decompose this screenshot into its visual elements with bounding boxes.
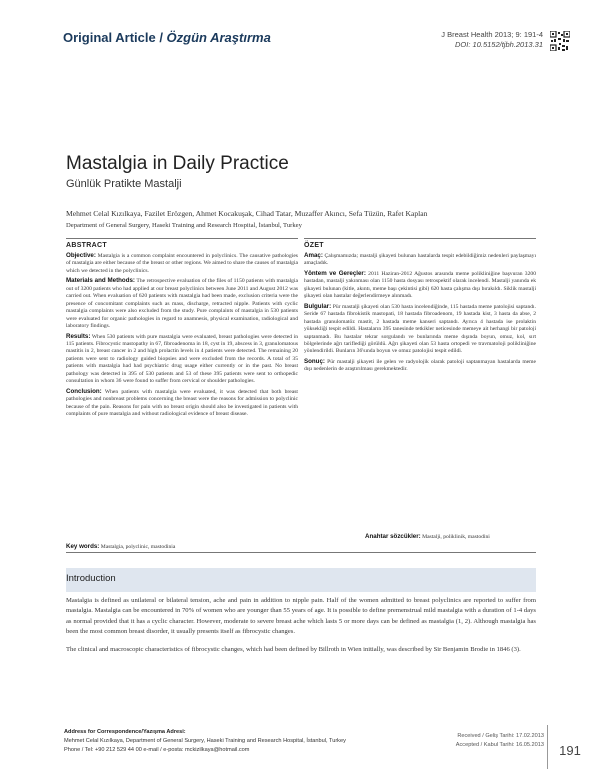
keywords-en: Key words: Mastalgia, polyclinic, mastodinia (66, 543, 176, 550)
ozet-yontem: Yöntem ve Gereçler: 2011 Haziran-2012 Ağustos arasında meme polikliniğine başvuran 3200 hastadan, mastalji yakınması olan 1150 hasta dosyası retrospektif olarak incelendi. Mastalji yanında ek şikayeti bulunan (kitle, akıntı, meme başı çekintisi gibi) 620 hasta çalışma dışı bırakıldı. Siklik mastalji şikayeti olan hastalar değerlendirmeye alınmadı. (304, 269, 536, 300)
authors: Mehmet Celal Kızılkaya, Fazilet Erözgen, Ahmet Kocakuşak, Cihad Tatar, Muzaffer Akıncı, Sefa Tüzün, Rafet Kaplan (66, 209, 428, 218)
qr-code-icon (550, 31, 570, 51)
abstract-heading: ABSTRACT (66, 238, 298, 252)
journal-info (441, 30, 543, 50)
abstract-results: Results: When 530 patients with pure mastalgia were evaluated, breast pathologies were detected in 115 patients. Fibrocystic mastopathy in 67, fibroadenoma in 18, cyst in 19, abscess in 3, granulomatous mastitis in 2, breast cancer in 2 and high prolactin levels in 4 patients were detected. The remaining 20 patients were sent to radiology guided biopsies and were excluded from the records. A total of 35 patients with mastalgia had had psychiatric drug usage either currently or in the past. No breast pathology was detected in 395 of 530 patients and 53 of these 395 patients were sent to orthopedic consultation in whom 36 were found to suffer from cervical or shoulder pathologies. (66, 332, 298, 385)
doi: DOI: 10.5152/tjbh.2013.31 (455, 40, 543, 49)
ozet-column (304, 238, 536, 376)
correspondence-title: Address for Correspondence/Yazışma Adresi: (64, 729, 186, 735)
article-title: Mastalgia in Daily Practice (66, 153, 289, 174)
affiliation: Department of General Surgery, Haseki Training and Research Hospital, İstanbul, Turkey (66, 222, 302, 229)
abstract-conclusion: Conclusion: When patients with mastalgia were evaluated, it was detected that both breast pathologies and nonbreast problems concerning the breast were the reasons for admission to polyclinic because of the pain. Reasons for pain with no breast origin should also be investigated in patients with complaints of pure mastalgia and without radiological evidence of breast disease. (66, 387, 298, 418)
introduction-body (66, 596, 536, 662)
accepted-date: Accepted / Kabul Tarihi: 16.05.2013 (455, 742, 544, 749)
page-footer (64, 728, 544, 772)
keywords-tr: Anahtar sözcükler: Mastalji, poliklinik, mastodini (365, 533, 490, 540)
ozet-bulgular: Bulgular: Pür mastalji şikayeti olan 530 hasta incelendiğinde, 115 hastada meme patolojisi saptandı. Seride 67 hastada fibrokistik mastopati, 18 hastada fibroadenom, 19 hastada kist, 3 hasta da abse, 2 hastada granulomatöz mastit, 2 hastada meme kanseri saptandı. Ayrıca 4 hastada ise prolaktin yüksekliği tespit edildi. Hastaların 395 tanesinde tetkikler neticesinde memeye ait herhangi bir patoloji saptanmadı. Bu hastalar tekrar sorgulandı ve bunlarında meme dışında boyun, omuz, kol, sırt bölgelerinde ağrı tariflediği görüldü. Ağrı şikayeti olan 53 hasta ortopedi ve travmatoloji polikliniğine yönlendirildi. Bunların 36'sında boyun ve omuz patolojisi tespit edildi. (304, 302, 536, 355)
correspondence-contact: Phone / Tel: +90 212 529 44 00 e-mail / e-posta: mckizilkaya@hotmail.com (64, 747, 250, 754)
page-header (63, 30, 543, 58)
correspondence (64, 728, 394, 756)
received-date: Received / Geliş Tarihi: 17.02.2013 (457, 733, 544, 739)
journal-citation: J Breast Health 2013; 9: 191-4 (441, 30, 543, 39)
introduction-bar (66, 568, 536, 592)
abstract-objective: Objective: Mastalgia is a common complaint encountered in polyclinics. The causative pathologies of mastalgia are either because of the breast or other regions. We aimed to share the causes of mastalgia which we detected in the polyclinics. (66, 252, 298, 274)
article-type-tr: Özgün Araştırma (166, 30, 271, 45)
article-type-en: Original Article / (63, 30, 167, 45)
ozet-amac: Amaç: Çalışmamızda; mastalji şikayeti bulunan hastalarda tespit edebildiğimiz nedenleri paylaşmayı amaçladık. (304, 252, 536, 267)
article-type (63, 30, 271, 45)
correspondence-name: Mehmet Celal Kızılkaya, Department of General Surgery, Haseki Training and Research Hospital, İstanbul, Turkey (64, 738, 346, 745)
introduction-heading: Introduction (66, 573, 116, 584)
introduction-paragraph-1: Mastalgia is defined as unilateral or bilateral tension, ache and pain in addition to nipple pain. Half of the women admitted to breast polyclinics are reported to suffer from mastalgia. Mastalgia can be encountered in 70% of women who are younger than 55 years of age. It is possible to define premenstrual mild mastalgia with a duration of 1-4 days as normal provided that it has a cyclic character. However, moderate to severe breast ache which lasts 5 or more days can be defined as mastalgia (1, 2). Although mastalgia has been the most common breast disorder, it usually presents itself as fibrocystic changes. (66, 597, 536, 636)
ozet-sonuc: Sonuç: Pür mastalji şikayeti ile gelen ve radyolojik olarak patoloji saptanmayan hastalarda meme dışı nedenlerin de araştırılması gerekmektedir. (304, 357, 536, 373)
abstract-methods: Materials and Methods: The retrospective evaluation of the files of 1150 patients with mastalgia out of 3200 patients who had applied at our breast polyclinics between June 2011 and August 2012 was carried out. When evaluation of 620 patients with mastalgia had been made, exclusion criteria were the presence of concomitant complaints such as mass, discharge, retracted nipple. Patients with cyclic mastalgia complaints were also excluded from the study. Pure complaints of mastalgia in 530 patients were evaluated for organic pathologies in regard to anamnesis, physical examination, radiological and laboratory findings. (66, 277, 298, 330)
introduction-paragraph-2: The clinical and macroscopic characteristics of fibrocystic changes, which had been defined by Billroth in Wien initially, was described by Sir Benjamin Brodie in 1846 (3). (66, 645, 521, 653)
article-subtitle: Günlük Pratikte Mastalji (66, 178, 182, 190)
page-number: 191 (559, 743, 581, 758)
keywords-divider (66, 552, 536, 553)
dates (456, 732, 544, 750)
ozet-heading: ÖZET (304, 238, 536, 252)
abstract-column (66, 238, 298, 421)
